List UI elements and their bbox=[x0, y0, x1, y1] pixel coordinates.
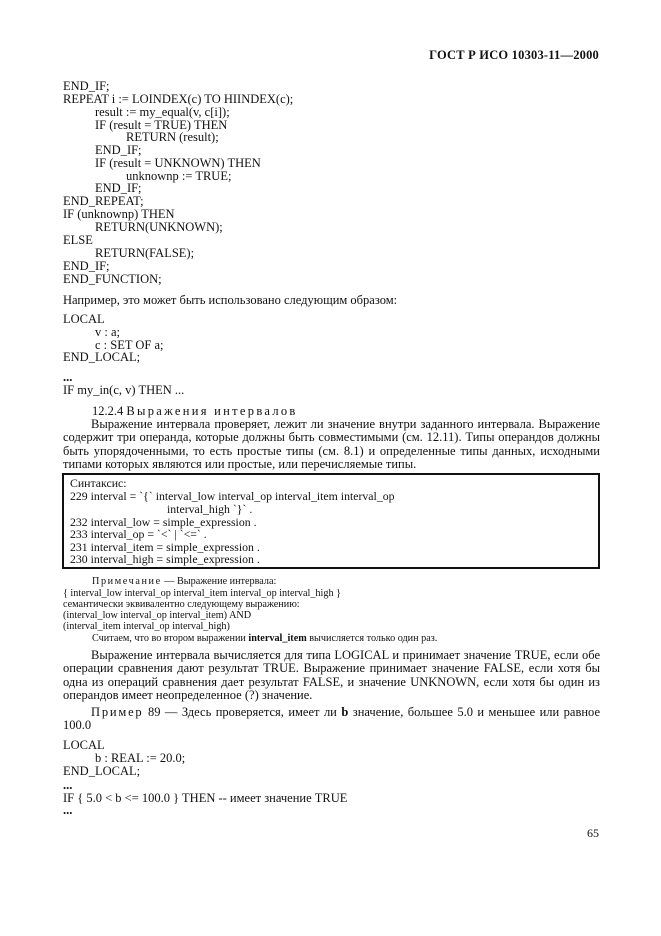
code-line: REPEAT i := LOINDEX(c) TO HIINDEX(c); bbox=[63, 92, 294, 106]
code-line: LOCAL bbox=[63, 312, 105, 326]
code-line: ... bbox=[63, 370, 73, 384]
syntax-rule: 233 interval_op = `<` | `<=` . bbox=[70, 527, 207, 541]
note-last-pre: Считаем, что во втором выражении bbox=[92, 633, 249, 644]
code-line: END_REPEAT; bbox=[63, 194, 144, 208]
code-line: END_LOCAL; bbox=[63, 350, 141, 364]
note-label: Примечание bbox=[92, 576, 162, 587]
note-last-line bbox=[92, 633, 437, 644]
code-line: IF { 5.0 < b <= 100.0 } THEN -- имеет значение TRUE bbox=[63, 791, 348, 805]
note-line: { interval_low interval_op interval_item interval_op interval_high } bbox=[63, 588, 341, 599]
note-text: — Выражение интервала: bbox=[161, 576, 277, 587]
code-line: RETURN (result); bbox=[126, 130, 219, 144]
note-heading bbox=[92, 576, 276, 587]
section-number: 12.2.4 bbox=[92, 404, 124, 418]
example-intro: Например, это может быть использовано следующим образом: bbox=[63, 293, 398, 307]
note-line: (interval_low interval_op interval_item) AND bbox=[63, 610, 252, 621]
code-line: unknownp := TRUE; bbox=[126, 169, 232, 183]
note-last-bold: interval_item bbox=[248, 633, 307, 644]
code-line: LOCAL bbox=[63, 738, 105, 752]
code-line: IF (result = TRUE) THEN bbox=[95, 118, 228, 132]
code-line: b : REAL := 20.0; bbox=[95, 751, 186, 765]
example-label: Пример bbox=[91, 705, 144, 719]
section-paragraph: Выражение интервала проверяет, лежит ли значение внутри заданного интервала. Выражение содержит три операнда, которые должны быть совместимыми (см. 12.11). Типы операндов должны быть упорядоченными, то есть простые типы (см. 8.1) и определенные типы данных, исходными типами которых являются или простые, или перечисляемые типы. bbox=[63, 417, 600, 472]
syntax-label: Синтаксис: bbox=[70, 476, 127, 490]
example-paragraph bbox=[63, 706, 600, 733]
code-line: ELSE bbox=[63, 233, 93, 247]
code-line: END_LOCAL; bbox=[63, 764, 141, 778]
note-line: (interval_item interval_op interval_high) bbox=[63, 621, 230, 632]
example-pre: 89 — Здесь проверяется, имеет ли bbox=[143, 705, 342, 719]
code-line: c : SET OF a; bbox=[95, 338, 164, 352]
code-line: v : a; bbox=[95, 325, 120, 339]
evaluation-paragraph: Выражение интервала вычисляется для типа LOGICAL и принимает значение TRUE, если обе операции сравнения дают результат TRUE. Выражение принимает значение FALSE, если хотя бы одна из операций сравнения дает результат FALSE, и значение UNKNOWN, если хотя бы один из операндов имеет неопределенное (?) значение. bbox=[63, 648, 600, 703]
syntax-rule: 231 interval_item = simple_expression . bbox=[70, 540, 260, 554]
code-line: IF my_in(c, v) THEN ... bbox=[63, 383, 185, 397]
example-bold: b bbox=[341, 705, 349, 719]
syntax-rule: 230 interval_high = simple_expression . bbox=[70, 552, 260, 566]
syntax-rule: 232 interval_low = simple_expression . bbox=[70, 515, 257, 529]
syntax-rule: 229 interval = `{` interval_low interval_op interval_item interval_op bbox=[70, 489, 395, 503]
code-line: RETURN(UNKNOWN); bbox=[95, 220, 223, 234]
code-line: END_IF; bbox=[63, 259, 110, 273]
code-line: END_IF; bbox=[95, 143, 142, 157]
code-line: ... bbox=[63, 803, 73, 817]
code-line: RETURN(FALSE); bbox=[95, 246, 195, 260]
syntax-rule: interval_high `}` . bbox=[167, 502, 253, 516]
syntax-box bbox=[62, 473, 600, 569]
section-title: Выражения интервалов bbox=[126, 404, 298, 418]
code-line: IF (result = UNKNOWN) THEN bbox=[95, 156, 261, 170]
code-line: result := my_equal(v, c[i]); bbox=[95, 105, 230, 119]
note-last-post: вычисляется только один раз. bbox=[306, 633, 438, 644]
example-post: значение, большее 5.0 и меньшее или равное 100.0 bbox=[63, 705, 600, 733]
code-line: IF (unknownp) THEN bbox=[63, 207, 175, 221]
code-line: END_IF; bbox=[63, 79, 110, 93]
page-number: 65 bbox=[587, 826, 599, 840]
code-line: END_IF; bbox=[95, 181, 142, 195]
code-line: END_FUNCTION; bbox=[63, 272, 162, 286]
page-header: ГОСТ Р ИСО 10303-11—2000 bbox=[429, 48, 599, 62]
note-line: семантически эквивалентно следующему выражению: bbox=[63, 599, 300, 610]
code-line: ... bbox=[63, 778, 73, 792]
